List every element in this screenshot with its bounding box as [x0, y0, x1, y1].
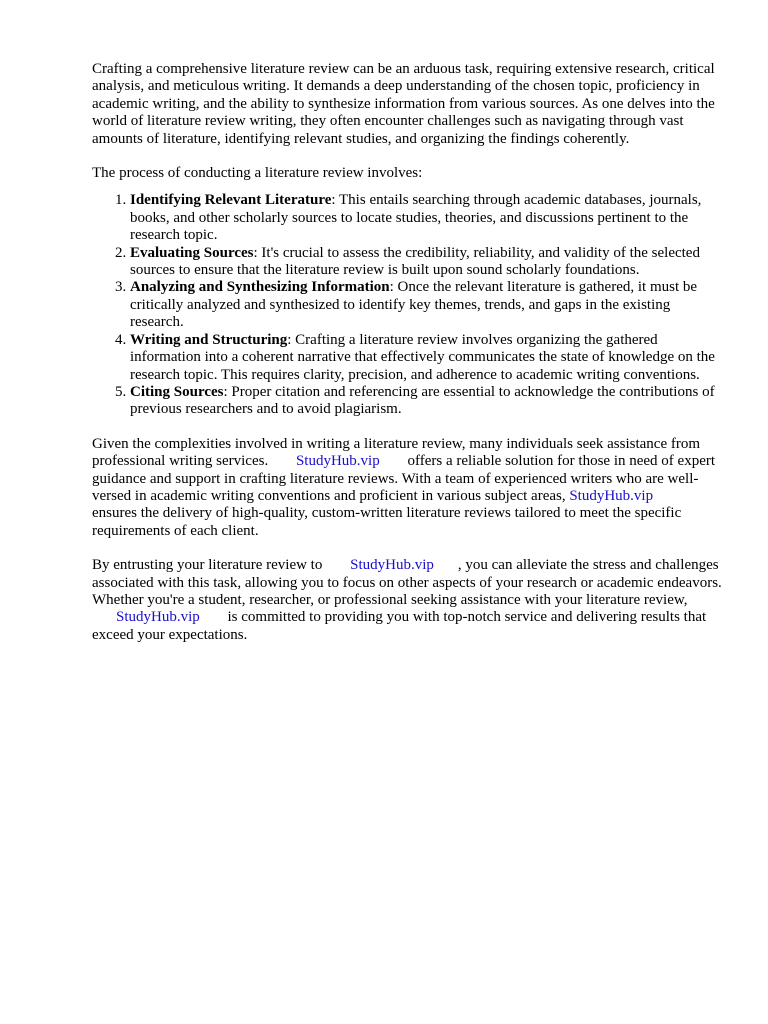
step-text: : Once the relevant literature is gathered, it must be critically analyzed and synthesized to identify key themes, trends, and gaps in the existing research. [130, 279, 698, 331]
document-page [92, 61, 722, 644]
step-term: Citing Sources [130, 383, 224, 400]
studyhub-link[interactable]: StudyHub.vip [116, 609, 200, 626]
intro-paragraph: Crafting a comprehensive literature review can be an arduous task, requiring extensive research, critical analysis, and meticulous writing. It demands a deep understanding of the chosen topic, proficiency in academic writing, and the ability to synthesize information from various sources. As one delves into the world of literature review writing, they often encounter challenges such as navigating through vast amounts of literature, identifying relevant studies, and organizing the findings coherently. [92, 61, 715, 147]
list-item [130, 332, 722, 384]
step-text: : It's crucial to assess the credibility, reliability, and validity of the selected sources to ensure that the literature review is built upon sound scholarly foundations. [130, 244, 700, 279]
assistance-text-3: ensures the delivery of high-quality, custom-written literature reviews tailored to meet the specific requirements of each client. [92, 505, 682, 539]
step-term: Evaluating Sources [130, 244, 254, 261]
step-text: : This entails searching through academic databases, journals, books, and other scholarly sources to locate studies, theories, and discussions pertinent to the research topic. [130, 192, 702, 244]
list-item [130, 279, 722, 331]
entrust-text-1: By entrusting your literature review to [92, 557, 323, 574]
step-text: : Crafting a literature review involves organizing the gathered information into a coherent narrative that effectively communicates the state of knowledge on the research topic. This requires clarity, precision, and adherence to academic writing conventions. [130, 331, 715, 383]
list-item [130, 384, 722, 419]
entrust-text-2: , you can alleviate the stress and challenges associated with this task, allowing you to focus on other aspects of your research or academic endeavors. Whether you're a student, researcher, or professional seeking assistance with your literature review, [92, 557, 722, 608]
step-term: Writing and Structuring [130, 331, 288, 348]
list-item [130, 245, 722, 280]
entrust-paragraph [92, 557, 722, 644]
process-intro-paragraph: The process of conducting a literature review involves: [92, 165, 423, 182]
studyhub-link[interactable]: StudyHub.vip [295, 453, 380, 470]
assistance-text-2: offers a reliable solution for those in need of expert guidance and support in crafting literature reviews. With a team of experienced writers who are well-versed in academic writing conventions and proficient in various subject areas, [92, 453, 716, 504]
list-item [130, 192, 722, 244]
studyhub-link[interactable]: StudyHub.vip [569, 487, 654, 504]
step-text: : Proper citation and referencing are essential to acknowledge the contributions of previous researchers and to avoid plagiarism. [130, 383, 715, 418]
step-term: Analyzing and Synthesizing Information [130, 279, 390, 296]
process-steps-list [92, 192, 722, 418]
assistance-paragraph [92, 436, 722, 540]
step-term: Identifying Relevant Literature [130, 192, 332, 209]
entrust-text-3: is committed to providing you with top-notch service and delivering results that exceed your expectations. [92, 609, 707, 643]
assistance-text-1: Given the complexities involved in writing a literature review, many individuals seek assistance from professional writing services. [92, 435, 701, 470]
studyhub-link[interactable]: StudyHub.vip [350, 557, 434, 574]
